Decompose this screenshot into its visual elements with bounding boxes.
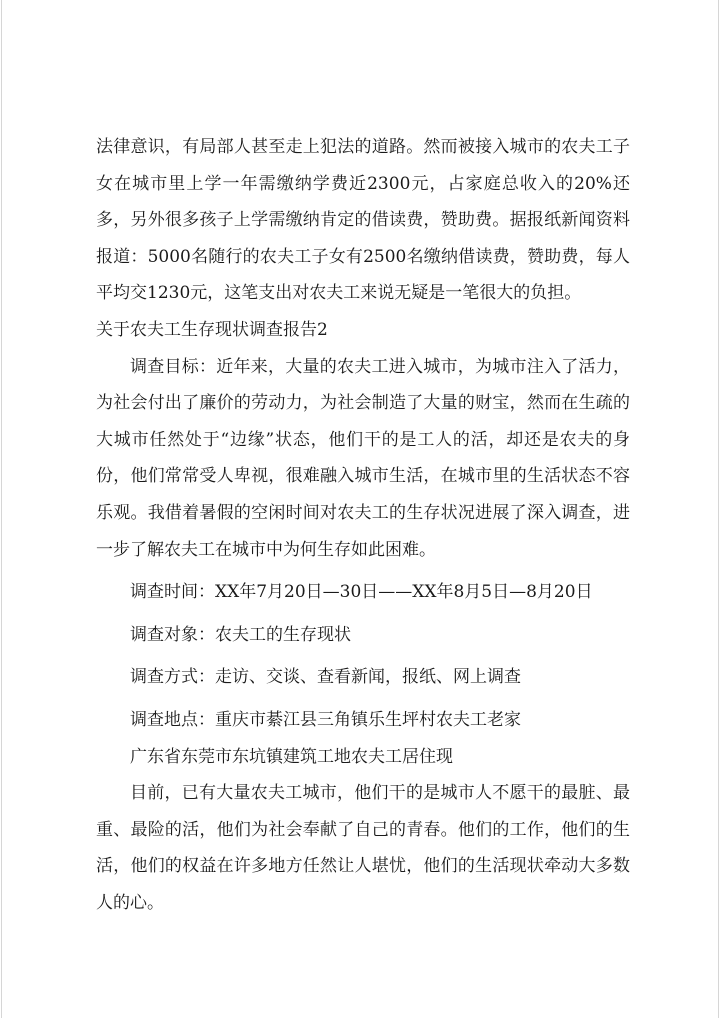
document-body [96, 129, 630, 921]
paragraph-survey-time: 调查时间：XX年7月20日—30日——XX年8月5日—8月20日 [130, 582, 593, 603]
paragraph-survey-subject: 调查对象：农夫工的生存现状 [130, 624, 351, 645]
paragraph-current-situation: 目前，已有大量农夫工城市，他们干的是城市人不愿干的最脏、最重、最险的活，他们为社会奉献了自己的青春。他们的工作，他们的生活，他们的权益在许多地方任然让人堪忧，他们的生活现状牵动大多数人的心。 [96, 783, 630, 913]
paragraph-legal-awareness: 法律意识，有局部人甚至走上犯法的道路。然而被接入城市的农夫工子女在城市里上学一年需缴纳学费近2300元，占家庭总收入的20%还多，另外很多孩子上学需缴纳肯定的借读费，赞助费。据报纸新闻资料报道：5000名随行的农夫工子女有2500名缴纳借读费，赞助费，每人平均交1230元，这笔支出对农夫工来说无疑是一笔很大的负担。 [96, 137, 630, 304]
paragraph-survey-method: 调查方式：走访、交谈、查看新闻，报纸、网上调查 [130, 667, 521, 688]
section-heading: 关于农夫工生存现状调查报告2 [96, 319, 328, 340]
paragraph-survey-goal: 调查目标：近年来，大量的农夫工进入城市，为城市注入了活力，为社会付出了廉价的劳动力，为社会制造了大量的财宝，然而在生疏的大城市任然处于“边缘”状态，他们干的是工人的活，却还是农夫的身份，他们常常受人卑视，很难融入城市生活，在城市里的生活状态不容乐观。我借着暑假的空闲时间对农夫工的生存状况进展了深入调查，进一步了解农夫工在城市中为何生存如此困难。 [96, 356, 630, 560]
paragraph-location-continued: 广东省东莞市东坑镇建筑工地农夫工居住现 [130, 746, 453, 767]
paragraph-survey-location: 调查地点：重庆市綦江县三角镇乐生坪村农夫工老家 [130, 709, 521, 730]
